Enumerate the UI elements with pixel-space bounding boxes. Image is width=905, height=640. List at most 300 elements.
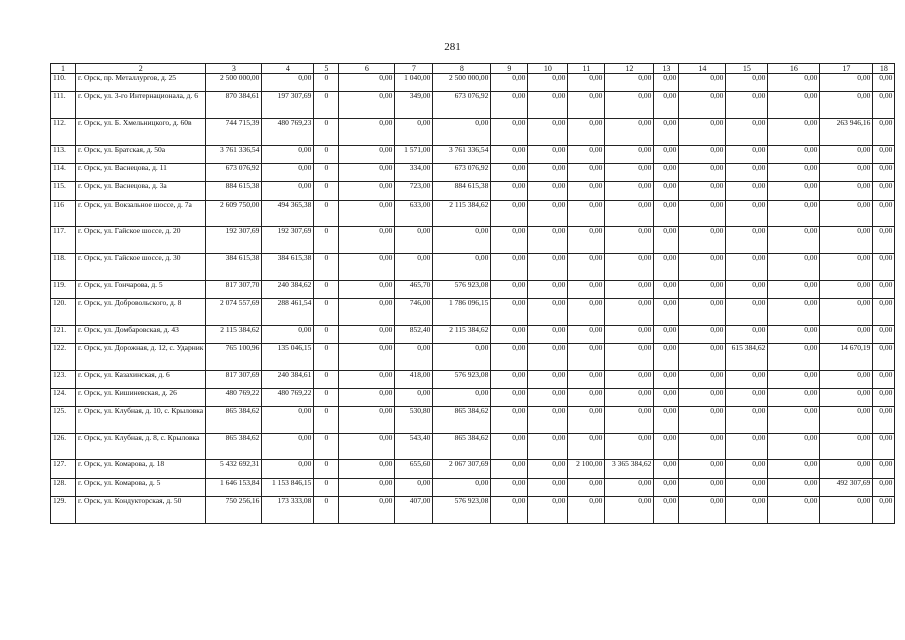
value-cell-col-9: 0,00 <box>491 325 528 343</box>
column-header-8: 8 <box>433 64 491 74</box>
value-cell-col-8: 0,00 <box>433 253 491 280</box>
row-number: 117. <box>51 227 76 254</box>
value-cell-col-15: 0,00 <box>726 163 768 181</box>
row-number: 113. <box>51 145 76 163</box>
column-header-9: 9 <box>491 64 528 74</box>
value-cell-col-15: 0,00 <box>726 388 768 406</box>
value-cell-col-4: 135 046,15 <box>262 343 314 370</box>
value-cell-col-5: 0 <box>314 407 339 434</box>
value-cell-col-18: 0,00 <box>873 497 895 524</box>
value-cell-col-4: 0,00 <box>262 325 314 343</box>
column-header-10: 10 <box>528 64 568 74</box>
value-cell-col-12: 0,00 <box>605 407 654 434</box>
value-cell-col-12: 0,00 <box>605 145 654 163</box>
column-header-16: 16 <box>768 64 820 74</box>
value-cell-col-16: 0,00 <box>768 388 820 406</box>
value-cell-col-3: 870 384,61 <box>206 92 262 119</box>
value-cell-col-5: 0 <box>314 200 339 227</box>
address-cell: г. Орск, ул. Гайское шоссе, д. 20 <box>76 227 206 254</box>
value-cell-col-12: 0,00 <box>605 388 654 406</box>
value-cell-col-10: 0,00 <box>528 497 568 524</box>
value-cell-col-9: 0,00 <box>491 145 528 163</box>
address-cell: г. Орск, ул. Кондукторская, д. 50 <box>76 497 206 524</box>
table-row <box>51 200 895 227</box>
value-cell-col-7: 0,00 <box>395 478 433 496</box>
value-cell-col-8: 0,00 <box>433 388 491 406</box>
value-cell-col-16: 0,00 <box>768 145 820 163</box>
value-cell-col-17: 0,00 <box>820 433 873 460</box>
value-cell-col-6: 0,00 <box>339 92 395 119</box>
value-cell-col-11: 0,00 <box>568 253 605 280</box>
value-cell-col-12: 0,00 <box>605 478 654 496</box>
value-cell-col-18: 0,00 <box>873 145 895 163</box>
value-cell-col-10: 0,00 <box>528 182 568 200</box>
column-header-1: 1 <box>51 64 76 74</box>
value-cell-col-11: 0,00 <box>568 433 605 460</box>
value-cell-col-13: 0,00 <box>654 433 679 460</box>
row-number: 119. <box>51 280 76 298</box>
value-cell-col-6: 0,00 <box>339 433 395 460</box>
value-cell-col-11: 0,00 <box>568 343 605 370</box>
value-cell-col-17: 0,00 <box>820 280 873 298</box>
data-table <box>50 63 895 524</box>
table-row <box>51 407 895 434</box>
table-row <box>51 227 895 254</box>
value-cell-col-11: 0,00 <box>568 227 605 254</box>
value-cell-col-18: 0,00 <box>873 407 895 434</box>
value-cell-col-10: 0,00 <box>528 253 568 280</box>
value-cell-col-5: 0 <box>314 388 339 406</box>
value-cell-col-9: 0,00 <box>491 92 528 119</box>
value-cell-col-18: 0,00 <box>873 433 895 460</box>
table-row <box>51 343 895 370</box>
value-cell-col-8: 2 067 307,69 <box>433 460 491 478</box>
row-number: 128. <box>51 478 76 496</box>
value-cell-col-17: 0,00 <box>820 92 873 119</box>
value-cell-col-9: 0,00 <box>491 407 528 434</box>
value-cell-col-3: 865 384,62 <box>206 433 262 460</box>
value-cell-col-13: 0,00 <box>654 298 679 325</box>
value-cell-col-6: 0,00 <box>339 253 395 280</box>
value-cell-col-17: 0,00 <box>820 145 873 163</box>
value-cell-col-11: 0,00 <box>568 388 605 406</box>
value-cell-col-15: 0,00 <box>726 227 768 254</box>
value-cell-col-10: 0,00 <box>528 478 568 496</box>
value-cell-col-8: 576 923,08 <box>433 497 491 524</box>
value-cell-col-7: 723,00 <box>395 182 433 200</box>
value-cell-col-4: 0,00 <box>262 407 314 434</box>
value-cell-col-14: 0,00 <box>679 325 726 343</box>
value-cell-col-18: 0,00 <box>873 74 895 92</box>
row-number: 121. <box>51 325 76 343</box>
address-cell: г. Орск, ул. Казахинская, д. 6 <box>76 370 206 388</box>
value-cell-col-4: 0,00 <box>262 163 314 181</box>
address-cell: г. Орск, ул. Братская, д. 50а <box>76 145 206 163</box>
address-cell: г. Орск, ул. Клубная, д. 8, с. Крыловка <box>76 433 206 460</box>
address-cell: г. Орск, пр. Металлургов, д. 25 <box>76 74 206 92</box>
row-number: 110. <box>51 74 76 92</box>
table-row <box>51 497 895 524</box>
address-cell: г. Орск, ул. 3-го Интернационала, д. 6 <box>76 92 206 119</box>
value-cell-col-3: 192 307,69 <box>206 227 262 254</box>
row-number: 122. <box>51 343 76 370</box>
value-cell-col-14: 0,00 <box>679 163 726 181</box>
value-cell-col-14: 0,00 <box>679 118 726 145</box>
value-cell-col-7: 633,00 <box>395 200 433 227</box>
value-cell-col-3: 2 074 557,69 <box>206 298 262 325</box>
value-cell-col-8: 1 786 096,15 <box>433 298 491 325</box>
row-number: 115. <box>51 182 76 200</box>
value-cell-col-8: 0,00 <box>433 227 491 254</box>
value-cell-col-7: 530,80 <box>395 407 433 434</box>
value-cell-col-12: 0,00 <box>605 370 654 388</box>
column-header-18: 18 <box>873 64 895 74</box>
value-cell-col-17: 0,00 <box>820 74 873 92</box>
address-cell: г. Орск, ул. Комарова, д. 5 <box>76 478 206 496</box>
value-cell-col-9: 0,00 <box>491 433 528 460</box>
value-cell-col-18: 0,00 <box>873 163 895 181</box>
value-cell-col-7: 746,00 <box>395 298 433 325</box>
value-cell-col-12: 3 365 384,62 <box>605 460 654 478</box>
table-row <box>51 163 895 181</box>
header-row <box>51 64 895 74</box>
value-cell-col-7: 0,00 <box>395 118 433 145</box>
value-cell-col-18: 0,00 <box>873 343 895 370</box>
value-cell-col-18: 0,00 <box>873 388 895 406</box>
value-cell-col-9: 0,00 <box>491 460 528 478</box>
row-number: 129. <box>51 497 76 524</box>
value-cell-col-10: 0,00 <box>528 92 568 119</box>
row-number: 118. <box>51 253 76 280</box>
value-cell-col-10: 0,00 <box>528 145 568 163</box>
row-number: 114. <box>51 163 76 181</box>
value-cell-col-4: 0,00 <box>262 433 314 460</box>
value-cell-col-11: 0,00 <box>568 74 605 92</box>
value-cell-col-14: 0,00 <box>679 497 726 524</box>
value-cell-col-13: 0,00 <box>654 227 679 254</box>
value-cell-col-14: 0,00 <box>679 460 726 478</box>
value-cell-col-3: 744 715,39 <box>206 118 262 145</box>
value-cell-col-15: 0,00 <box>726 298 768 325</box>
value-cell-col-14: 0,00 <box>679 227 726 254</box>
value-cell-col-5: 0 <box>314 253 339 280</box>
row-number: 125. <box>51 407 76 434</box>
value-cell-col-4: 192 307,69 <box>262 227 314 254</box>
value-cell-col-12: 0,00 <box>605 433 654 460</box>
value-cell-col-6: 0,00 <box>339 370 395 388</box>
value-cell-col-9: 0,00 <box>491 227 528 254</box>
value-cell-col-18: 0,00 <box>873 92 895 119</box>
value-cell-col-15: 0,00 <box>726 182 768 200</box>
value-cell-col-13: 0,00 <box>654 460 679 478</box>
value-cell-col-5: 0 <box>314 74 339 92</box>
row-number: 126. <box>51 433 76 460</box>
value-cell-col-6: 0,00 <box>339 325 395 343</box>
value-cell-col-17: 0,00 <box>820 460 873 478</box>
table-row <box>51 433 895 460</box>
value-cell-col-3: 384 615,38 <box>206 253 262 280</box>
value-cell-col-7: 418,00 <box>395 370 433 388</box>
value-cell-col-15: 615 384,62 <box>726 343 768 370</box>
value-cell-col-8: 865 384,62 <box>433 407 491 434</box>
value-cell-col-6: 0,00 <box>339 74 395 92</box>
value-cell-col-4: 0,00 <box>262 74 314 92</box>
value-cell-col-9: 0,00 <box>491 388 528 406</box>
value-cell-col-12: 0,00 <box>605 118 654 145</box>
value-cell-col-16: 0,00 <box>768 460 820 478</box>
value-cell-col-14: 0,00 <box>679 370 726 388</box>
value-cell-col-12: 0,00 <box>605 253 654 280</box>
address-cell: г. Орск, ул. Комарова, д. 18 <box>76 460 206 478</box>
value-cell-col-4: 240 384,62 <box>262 280 314 298</box>
value-cell-col-11: 0,00 <box>568 92 605 119</box>
value-cell-col-6: 0,00 <box>339 298 395 325</box>
value-cell-col-14: 0,00 <box>679 298 726 325</box>
value-cell-col-16: 0,00 <box>768 253 820 280</box>
value-cell-col-16: 0,00 <box>768 200 820 227</box>
row-number: 112. <box>51 118 76 145</box>
value-cell-col-8: 865 384,62 <box>433 433 491 460</box>
value-cell-col-9: 0,00 <box>491 200 528 227</box>
value-cell-col-6: 0,00 <box>339 343 395 370</box>
table-row <box>51 118 895 145</box>
value-cell-col-17: 0,00 <box>820 407 873 434</box>
value-cell-col-11: 0,00 <box>568 118 605 145</box>
value-cell-col-4: 288 461,54 <box>262 298 314 325</box>
value-cell-col-3: 673 076,92 <box>206 163 262 181</box>
value-cell-col-16: 0,00 <box>768 118 820 145</box>
value-cell-col-4: 494 365,38 <box>262 200 314 227</box>
value-cell-col-12: 0,00 <box>605 343 654 370</box>
value-cell-col-3: 2 609 750,00 <box>206 200 262 227</box>
table-row <box>51 92 895 119</box>
column-header-3: 3 <box>206 64 262 74</box>
column-header-11: 11 <box>568 64 605 74</box>
address-cell: г. Орск, ул. Клубная, д. 10, с. Крыловка <box>76 407 206 434</box>
value-cell-col-11: 0,00 <box>568 478 605 496</box>
value-cell-col-8: 2 115 384,62 <box>433 325 491 343</box>
value-cell-col-12: 0,00 <box>605 182 654 200</box>
value-cell-col-14: 0,00 <box>679 388 726 406</box>
value-cell-col-17: 0,00 <box>820 388 873 406</box>
column-header-5: 5 <box>314 64 339 74</box>
value-cell-col-15: 0,00 <box>726 407 768 434</box>
address-cell: г. Орск, ул. Добровольского, д. 8 <box>76 298 206 325</box>
table-header <box>51 64 895 74</box>
value-cell-col-6: 0,00 <box>339 182 395 200</box>
value-cell-col-13: 0,00 <box>654 145 679 163</box>
value-cell-col-3: 817 307,69 <box>206 370 262 388</box>
column-header-14: 14 <box>679 64 726 74</box>
value-cell-col-12: 0,00 <box>605 163 654 181</box>
value-cell-col-17: 0,00 <box>820 182 873 200</box>
value-cell-col-16: 0,00 <box>768 370 820 388</box>
value-cell-col-4: 480 769,23 <box>262 118 314 145</box>
value-cell-col-12: 0,00 <box>605 497 654 524</box>
value-cell-col-6: 0,00 <box>339 388 395 406</box>
address-cell: г. Орск, ул. Дорожная, д. 12, с. Ударник <box>76 343 206 370</box>
value-cell-col-9: 0,00 <box>491 163 528 181</box>
value-cell-col-4: 240 384,61 <box>262 370 314 388</box>
value-cell-col-7: 349,00 <box>395 92 433 119</box>
value-cell-col-9: 0,00 <box>491 74 528 92</box>
value-cell-col-4: 480 769,22 <box>262 388 314 406</box>
value-cell-col-14: 0,00 <box>679 407 726 434</box>
value-cell-col-13: 0,00 <box>654 497 679 524</box>
address-cell: г. Орск, ул. Гайское шоссе, д. 30 <box>76 253 206 280</box>
value-cell-col-10: 0,00 <box>528 298 568 325</box>
column-header-4: 4 <box>262 64 314 74</box>
value-cell-col-12: 0,00 <box>605 227 654 254</box>
value-cell-col-10: 0,00 <box>528 163 568 181</box>
value-cell-col-15: 0,00 <box>726 370 768 388</box>
column-header-13: 13 <box>654 64 679 74</box>
row-number: 127. <box>51 460 76 478</box>
value-cell-col-18: 0,00 <box>873 280 895 298</box>
value-cell-col-5: 0 <box>314 478 339 496</box>
value-cell-col-18: 0,00 <box>873 182 895 200</box>
value-cell-col-5: 0 <box>314 280 339 298</box>
value-cell-col-3: 765 100,96 <box>206 343 262 370</box>
address-cell: г. Орск, ул. Вокзальное шоссе, д. 7а <box>76 200 206 227</box>
value-cell-col-5: 0 <box>314 433 339 460</box>
value-cell-col-16: 0,00 <box>768 163 820 181</box>
value-cell-col-16: 0,00 <box>768 478 820 496</box>
value-cell-col-10: 0,00 <box>528 74 568 92</box>
value-cell-col-14: 0,00 <box>679 200 726 227</box>
value-cell-col-8: 576 923,08 <box>433 370 491 388</box>
value-cell-col-12: 0,00 <box>605 92 654 119</box>
value-cell-col-17: 263 946,16 <box>820 118 873 145</box>
value-cell-col-11: 0,00 <box>568 370 605 388</box>
value-cell-col-18: 0,00 <box>873 370 895 388</box>
value-cell-col-14: 0,00 <box>679 182 726 200</box>
table-row <box>51 74 895 92</box>
value-cell-col-16: 0,00 <box>768 298 820 325</box>
value-cell-col-15: 0,00 <box>726 433 768 460</box>
value-cell-col-9: 0,00 <box>491 118 528 145</box>
value-cell-col-8: 3 761 336,54 <box>433 145 491 163</box>
value-cell-col-17: 0,00 <box>820 298 873 325</box>
address-cell: г. Орск, ул. Васнецова, д. 11 <box>76 163 206 181</box>
column-header-17: 17 <box>820 64 873 74</box>
value-cell-col-17: 492 307,69 <box>820 478 873 496</box>
value-cell-col-10: 0,00 <box>528 343 568 370</box>
value-cell-col-8: 576 923,08 <box>433 280 491 298</box>
table-row <box>51 253 895 280</box>
value-cell-col-5: 0 <box>314 343 339 370</box>
value-cell-col-18: 0,00 <box>873 478 895 496</box>
value-cell-col-7: 655,60 <box>395 460 433 478</box>
row-number: 111. <box>51 92 76 119</box>
value-cell-col-15: 0,00 <box>726 118 768 145</box>
table-body <box>51 74 895 524</box>
value-cell-col-14: 0,00 <box>679 74 726 92</box>
value-cell-col-8: 0,00 <box>433 118 491 145</box>
value-cell-col-15: 0,00 <box>726 253 768 280</box>
table-row <box>51 182 895 200</box>
value-cell-col-13: 0,00 <box>654 407 679 434</box>
value-cell-col-12: 0,00 <box>605 325 654 343</box>
value-cell-col-4: 1 153 846,15 <box>262 478 314 496</box>
value-cell-col-9: 0,00 <box>491 370 528 388</box>
value-cell-col-6: 0,00 <box>339 478 395 496</box>
value-cell-col-18: 0,00 <box>873 325 895 343</box>
address-cell: г. Орск, ул. Гончарова, д. 5 <box>76 280 206 298</box>
value-cell-col-4: 0,00 <box>262 182 314 200</box>
value-cell-col-13: 0,00 <box>654 253 679 280</box>
value-cell-col-11: 0,00 <box>568 163 605 181</box>
value-cell-col-7: 0,00 <box>395 227 433 254</box>
value-cell-col-12: 0,00 <box>605 298 654 325</box>
value-cell-col-14: 0,00 <box>679 478 726 496</box>
value-cell-col-8: 2 500 000,00 <box>433 74 491 92</box>
value-cell-col-15: 0,00 <box>726 478 768 496</box>
value-cell-col-12: 0,00 <box>605 74 654 92</box>
value-cell-col-3: 865 384,62 <box>206 407 262 434</box>
value-cell-col-6: 0,00 <box>339 407 395 434</box>
value-cell-col-18: 0,00 <box>873 253 895 280</box>
value-cell-col-5: 0 <box>314 325 339 343</box>
value-cell-col-11: 0,00 <box>568 497 605 524</box>
value-cell-col-4: 197 307,69 <box>262 92 314 119</box>
value-cell-col-13: 0,00 <box>654 74 679 92</box>
value-cell-col-14: 0,00 <box>679 145 726 163</box>
value-cell-col-7: 334,00 <box>395 163 433 181</box>
value-cell-col-6: 0,00 <box>339 280 395 298</box>
value-cell-col-13: 0,00 <box>654 182 679 200</box>
value-cell-col-4: 384 615,38 <box>262 253 314 280</box>
table-row <box>51 280 895 298</box>
value-cell-col-7: 0,00 <box>395 253 433 280</box>
row-number: 116 <box>51 200 76 227</box>
value-cell-col-6: 0,00 <box>339 200 395 227</box>
value-cell-col-10: 0,00 <box>528 433 568 460</box>
value-cell-col-5: 0 <box>314 118 339 145</box>
value-cell-col-13: 0,00 <box>654 325 679 343</box>
value-cell-col-3: 884 615,38 <box>206 182 262 200</box>
value-cell-col-18: 0,00 <box>873 227 895 254</box>
value-cell-col-9: 0,00 <box>491 497 528 524</box>
value-cell-col-11: 0,00 <box>568 145 605 163</box>
value-cell-col-4: 173 333,08 <box>262 497 314 524</box>
value-cell-col-15: 0,00 <box>726 460 768 478</box>
value-cell-col-16: 0,00 <box>768 74 820 92</box>
value-cell-col-5: 0 <box>314 298 339 325</box>
value-cell-col-11: 0,00 <box>568 200 605 227</box>
value-cell-col-18: 0,00 <box>873 118 895 145</box>
value-cell-col-10: 0,00 <box>528 325 568 343</box>
value-cell-col-9: 0,00 <box>491 298 528 325</box>
value-cell-col-13: 0,00 <box>654 92 679 119</box>
value-cell-col-17: 0,00 <box>820 200 873 227</box>
value-cell-col-18: 0,00 <box>873 200 895 227</box>
value-cell-col-16: 0,00 <box>768 182 820 200</box>
row-number: 120. <box>51 298 76 325</box>
column-header-12: 12 <box>605 64 654 74</box>
value-cell-col-14: 0,00 <box>679 433 726 460</box>
value-cell-col-7: 1 040,00 <box>395 74 433 92</box>
value-cell-col-7: 0,00 <box>395 343 433 370</box>
value-cell-col-5: 0 <box>314 163 339 181</box>
value-cell-col-10: 0,00 <box>528 370 568 388</box>
address-cell: г. Орск, ул. Домбаровская, д. 43 <box>76 325 206 343</box>
value-cell-col-8: 2 115 384,62 <box>433 200 491 227</box>
value-cell-col-11: 0,00 <box>568 325 605 343</box>
value-cell-col-9: 0,00 <box>491 478 528 496</box>
value-cell-col-4: 0,00 <box>262 460 314 478</box>
value-cell-col-10: 0,00 <box>528 227 568 254</box>
